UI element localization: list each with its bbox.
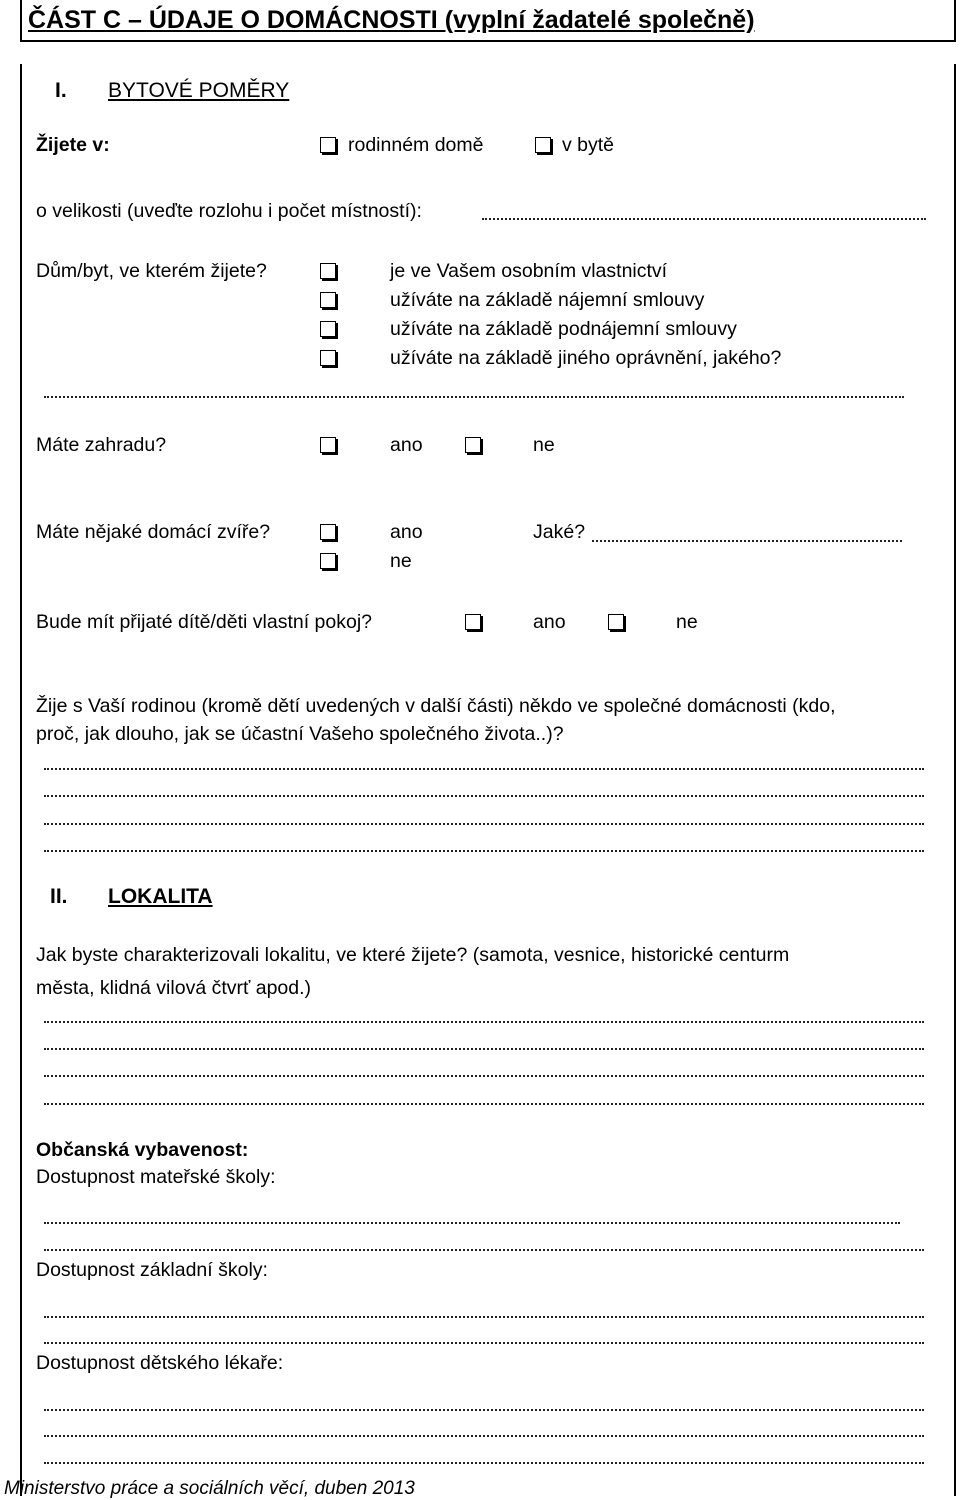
materska-fill-line-1[interactable] [44,1222,900,1224]
zije-spolu-fill-line-3[interactable] [44,823,924,825]
lekar-fill-line-3[interactable] [44,1462,924,1464]
section-1-number: I. [55,79,67,102]
section-2-title: LOKALITA [108,885,213,908]
lokalita-fill-line-2[interactable] [44,1048,924,1050]
pokoj-ano-label: ano [533,611,566,633]
velikost-fill-line[interactable] [482,218,926,220]
zije-spolu-fill-line-2[interactable] [44,795,924,797]
lokalita-fill-line-1[interactable] [44,1021,924,1023]
footer-text: Ministerstvo práce a sociálních věcí, duben 2013 [4,1478,415,1499]
materska-skola-label: Dostupnost mateřské školy: [36,1166,276,1188]
section-1-title: BYTOVÉ POMĚRY [108,79,290,102]
zije-spolu-question-line1: Žije s Vaší rodinou (kromě dětí uvedených v další části) někdo ve společné domácnosti (kdo, [36,695,836,717]
obcanska-vybavenost-heading: Občanská vybavenost: [36,1139,249,1161]
zahrada-ano-label: ano [390,434,423,456]
option-najemni: užíváte na základě nájemní smlouvy [390,289,705,311]
checkbox-zvire-ano[interactable] [320,524,336,540]
option-jine-opravneni: užíváte na základě jiného oprávnění, jakého? [390,347,782,369]
zakladni-fill-line-1[interactable] [44,1316,924,1318]
lekar-fill-line-2[interactable] [44,1435,924,1437]
zvire-label: Máte nějaké domácí zvíře? [36,521,271,543]
zije-spolu-fill-line-4[interactable] [44,850,924,852]
jake-opravneni-fill-line[interactable] [44,396,904,398]
rodinny-dum-label: rodinném domě [348,134,484,156]
page-title: ČÁST C – ÚDAJE O DOMÁCNOSTI (vyplní žadatelé společně) [28,6,755,34]
option-vlastnictvi: je ve Vašem osobním vlastnictví [390,260,668,282]
checkbox-podnajemni[interactable] [320,321,336,337]
lokalita-fill-line-3[interactable] [44,1075,924,1077]
checkbox-rodinny-dum[interactable] [320,137,336,153]
pokoj-ne-label: ne [676,611,698,633]
pokoj-label: Bude mít přijaté dítě/děti vlastní pokoj? [36,611,373,633]
zahrada-ne-label: ne [533,434,555,456]
zvire-ano-label: ano [390,521,423,543]
zahrada-label: Máte zahradu? [36,434,167,456]
lekar-fill-line-1[interactable] [44,1409,924,1411]
dum-byt-label: Dům/byt, ve kterém žijete? [36,260,267,282]
checkbox-pokoj-ne[interactable] [608,614,624,630]
zije-spolu-fill-line-1[interactable] [44,768,924,770]
detsky-lekar-label: Dostupnost dětského lékaře: [36,1352,284,1374]
zakladni-skola-label: Dostupnost základní školy: [36,1259,268,1281]
lokalita-question-line2: města, klidná vilová čtvrť apod.) [36,977,312,999]
zije-spolu-question-line2: proč, jak dlouho, jak se účastní Vašeho společného života..)? [36,723,564,745]
materska-fill-line-2[interactable] [44,1249,924,1251]
checkbox-zahrada-ne[interactable] [465,437,481,453]
lokalita-fill-line-4[interactable] [44,1103,924,1105]
zvire-jake-fill-line[interactable] [592,540,902,542]
checkbox-zvire-ne[interactable] [320,553,336,569]
checkbox-zahrada-ano[interactable] [320,437,336,453]
checkbox-najemni[interactable] [320,292,336,308]
checkbox-vlastnictvi[interactable] [320,263,336,279]
checkbox-jine-opravneni[interactable] [320,350,336,366]
checkbox-byt[interactable] [535,137,551,153]
zakladni-fill-line-2[interactable] [44,1342,924,1344]
velikost-label: o velikosti (uveďte rozlohu i počet místností): [36,200,422,222]
option-podnajemni: užíváte na základě podnájemní smlouvy [390,318,737,340]
lokalita-question-line1: Jak byste charakterizovali lokalitu, ve které žijete? (samota, vesnice, historické centurm [36,944,790,966]
zvire-ne-label: ne [390,550,412,572]
byt-label: v bytě [562,134,615,156]
zijete-v-label: Žijete v: [36,134,110,156]
section-2-number: II. [50,885,68,908]
checkbox-pokoj-ano[interactable] [465,614,481,630]
zvire-jake-label: Jaké? [533,521,586,543]
